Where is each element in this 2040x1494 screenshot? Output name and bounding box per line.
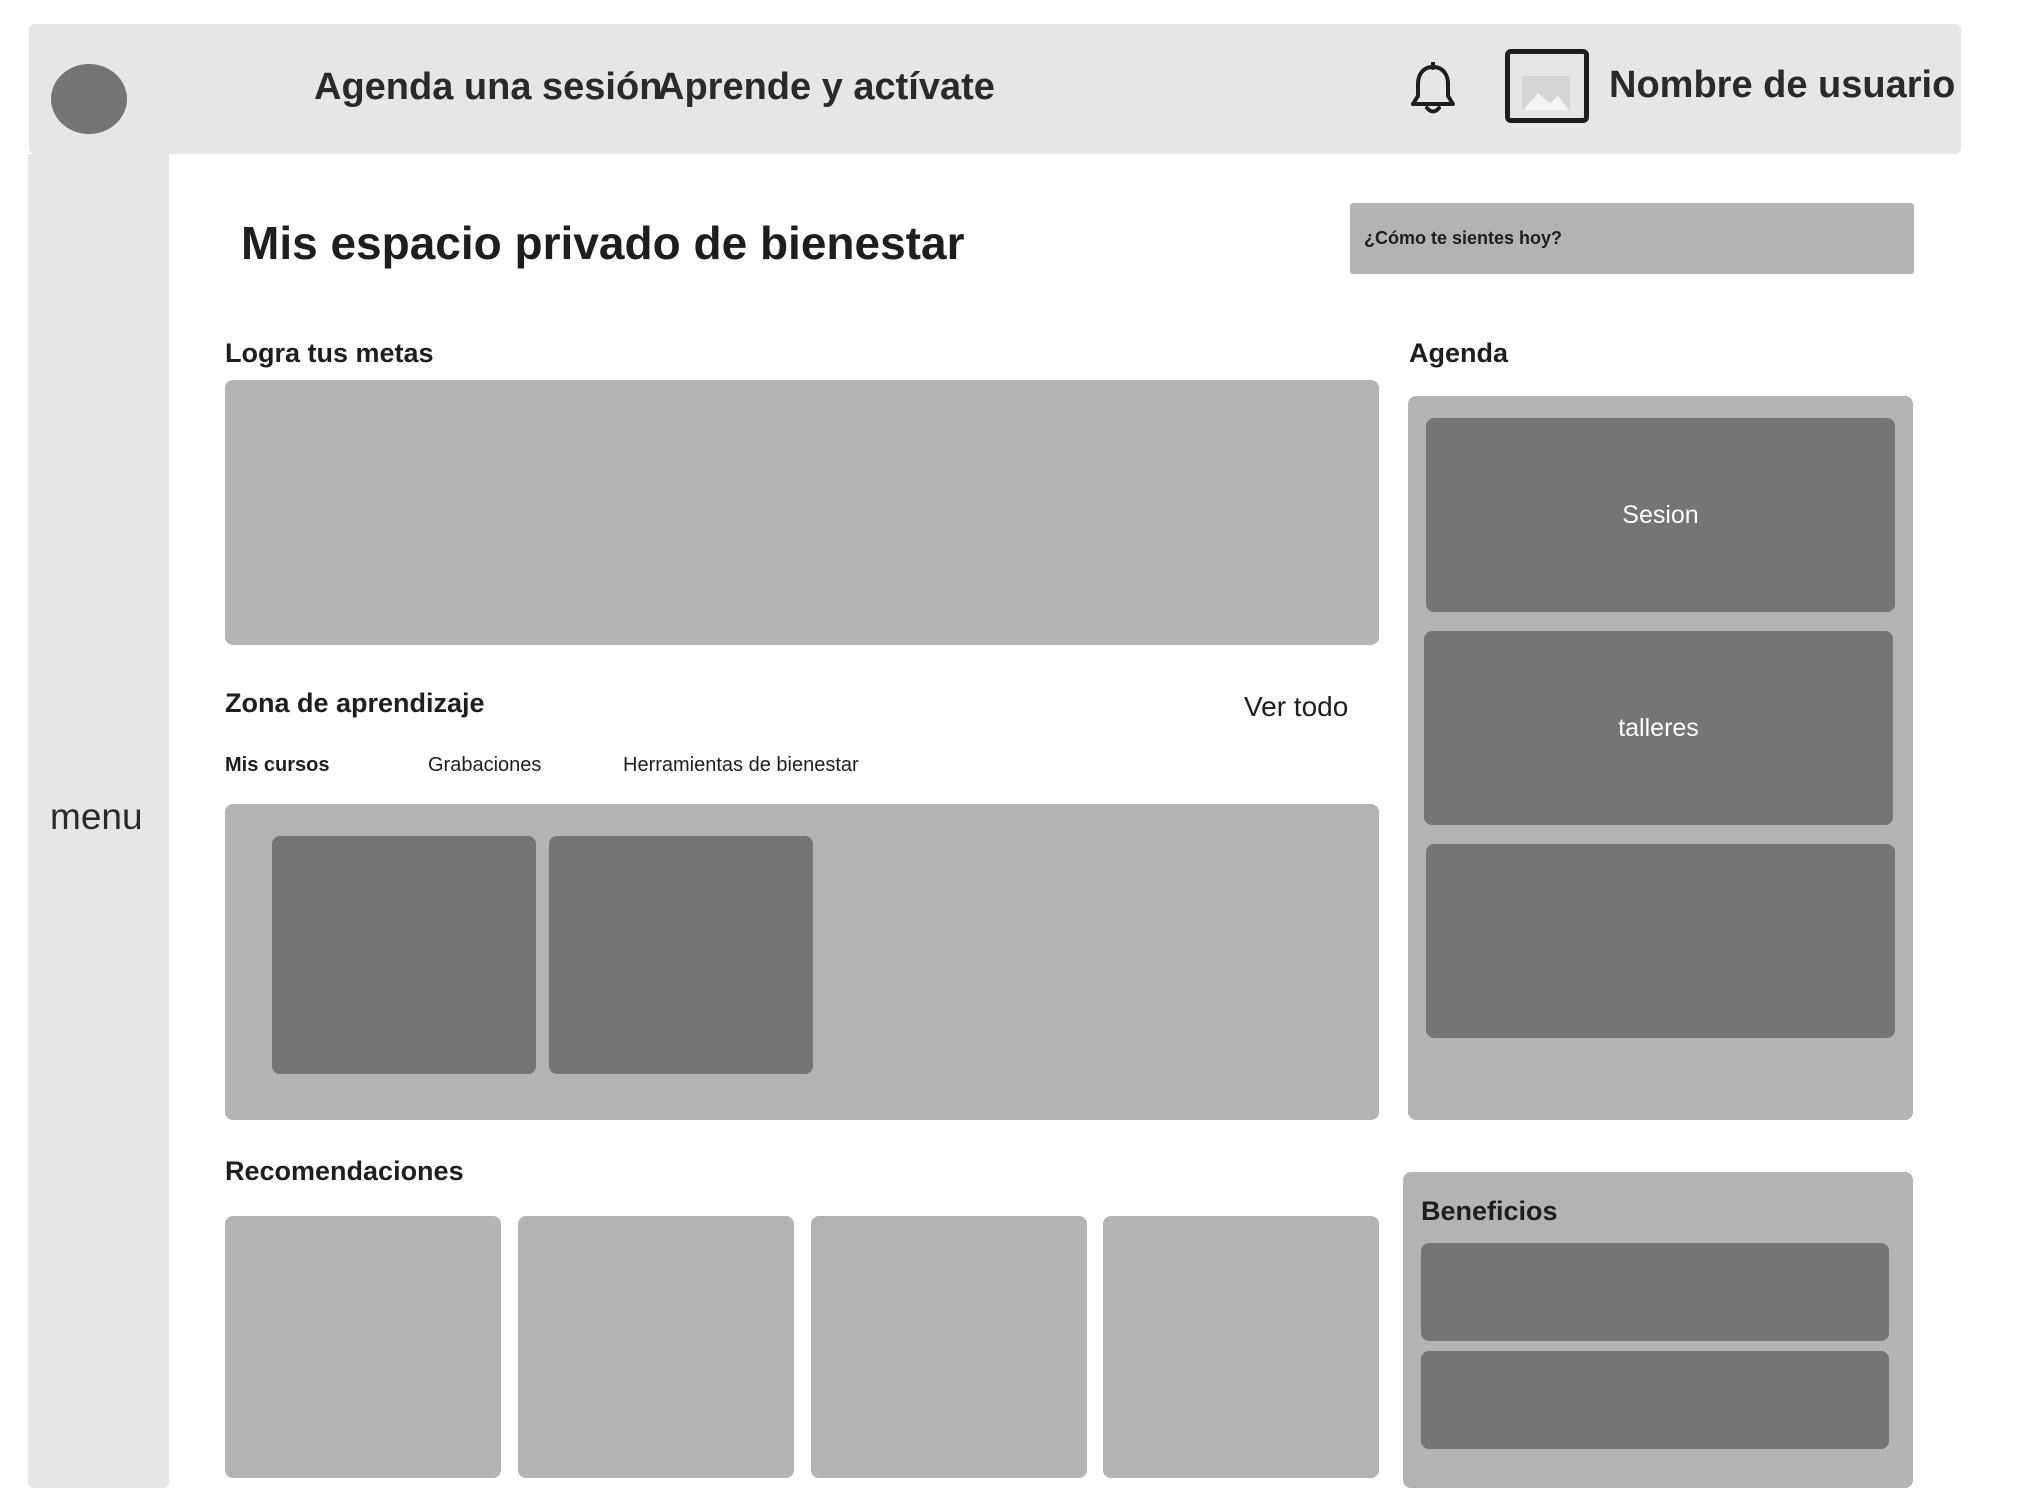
page-title: Mis espacio privado de bienestar bbox=[241, 217, 965, 269]
logo[interactable] bbox=[51, 64, 127, 134]
agenda-item-label: Sesion bbox=[1622, 500, 1699, 529]
menu-button[interactable]: menu bbox=[50, 796, 143, 837]
recommendation-card[interactable] bbox=[1103, 1216, 1379, 1478]
nav-link-agenda-sesion[interactable]: Agenda una sesión bbox=[314, 66, 663, 108]
course-card[interactable] bbox=[549, 836, 813, 1074]
tab-mis-cursos[interactable]: Mis cursos bbox=[225, 754, 330, 776]
username[interactable]: Nombre de usuario bbox=[1609, 64, 1956, 106]
agenda-item-sesion[interactable] bbox=[1426, 418, 1895, 612]
goals-panel[interactable] bbox=[225, 380, 1379, 645]
mood-prompt-label: ¿Cómo te sientes hoy? bbox=[1364, 228, 1563, 248]
tab-herramientas[interactable]: Herramientas de bienestar bbox=[623, 754, 859, 776]
agenda-item-label: talleres bbox=[1618, 713, 1699, 742]
recommendations-title: Recomendaciones bbox=[225, 1156, 464, 1186]
mood-prompt-button[interactable] bbox=[1350, 203, 1914, 274]
recommendation-card[interactable] bbox=[518, 1216, 794, 1478]
recommendation-card[interactable] bbox=[811, 1216, 1087, 1478]
bell-icon[interactable] bbox=[1409, 62, 1457, 118]
see-all-link[interactable]: Ver todo bbox=[1244, 691, 1349, 722]
learning-title: Zona de aprendizaje bbox=[225, 688, 485, 718]
benefit-item[interactable] bbox=[1421, 1243, 1889, 1341]
recommendation-card[interactable] bbox=[225, 1216, 501, 1478]
benefits-title: Beneficios bbox=[1421, 1196, 1558, 1226]
goals-title: Logra tus metas bbox=[225, 338, 434, 368]
avatar[interactable] bbox=[1505, 49, 1589, 123]
agenda-item[interactable] bbox=[1426, 844, 1895, 1038]
agenda-title: Agenda bbox=[1409, 338, 1509, 368]
benefit-item[interactable] bbox=[1421, 1351, 1889, 1449]
agenda-item-talleres[interactable] bbox=[1424, 631, 1893, 825]
image-placeholder-icon bbox=[1510, 54, 1584, 118]
nav-link-aprende[interactable]: Aprende y actívate bbox=[657, 66, 995, 108]
tab-grabaciones[interactable]: Grabaciones bbox=[428, 754, 542, 776]
course-card[interactable] bbox=[272, 836, 536, 1074]
